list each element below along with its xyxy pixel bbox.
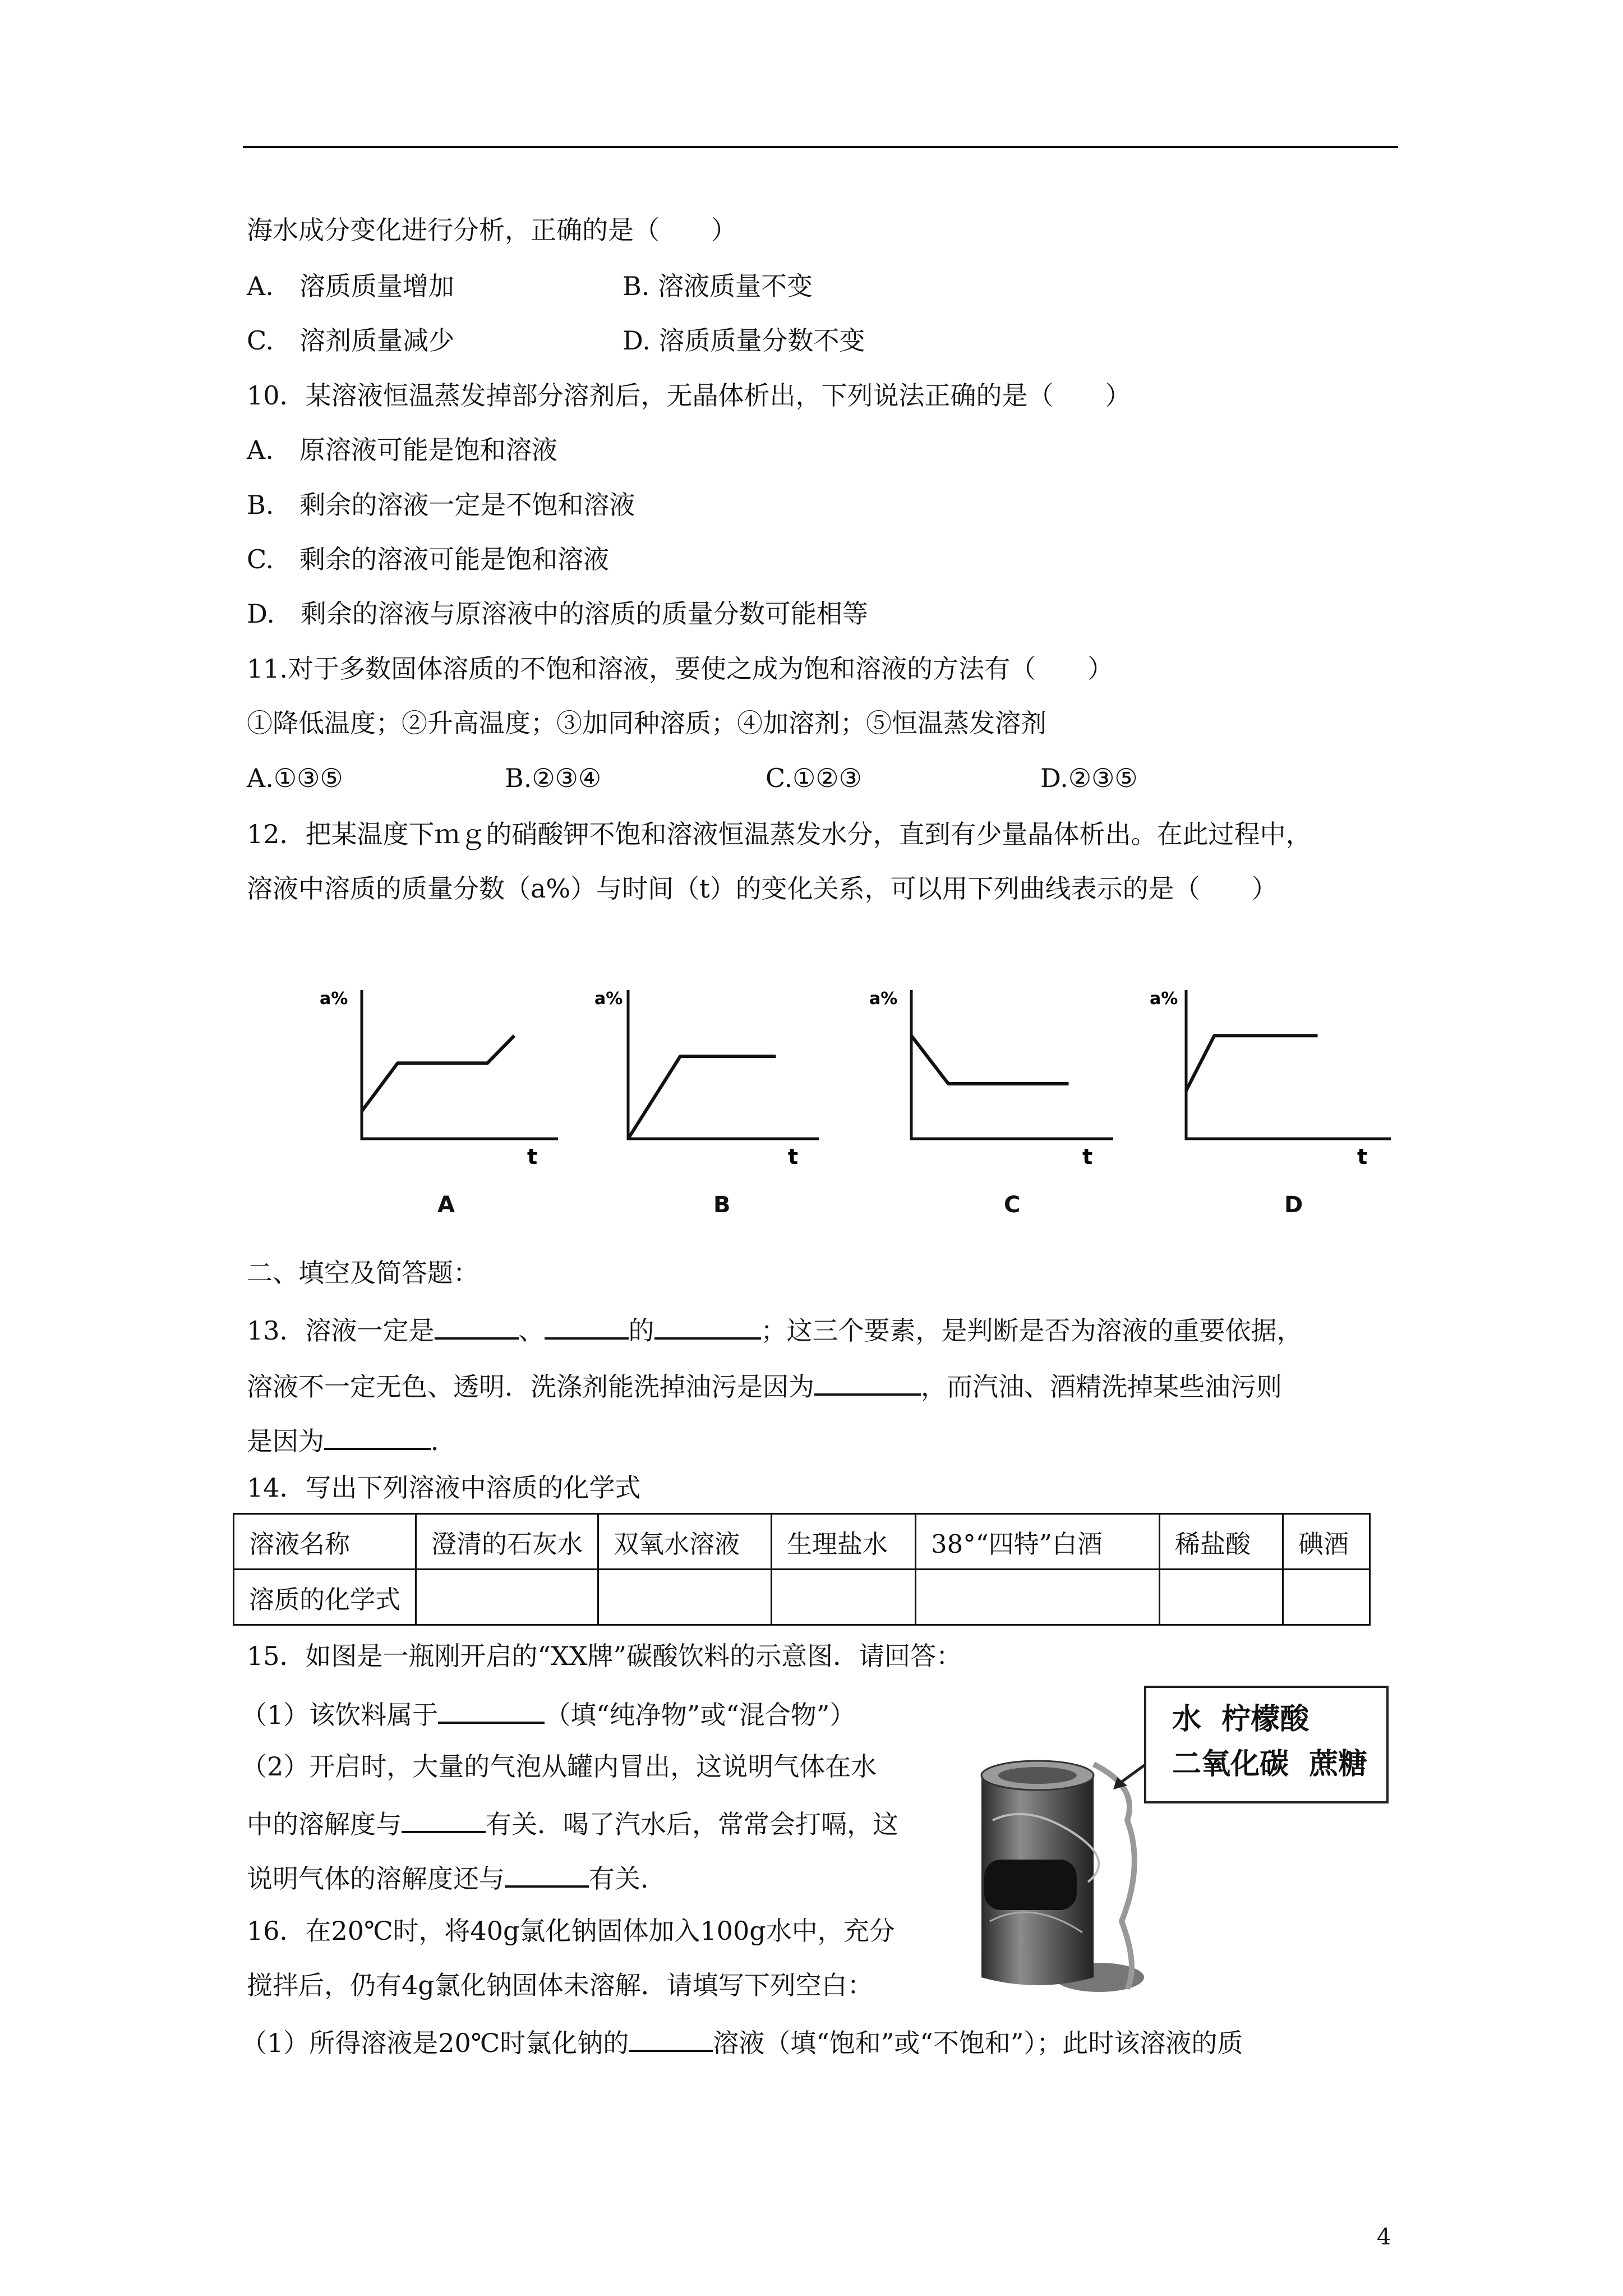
- chart-c-label: C: [1004, 1192, 1021, 1218]
- chart-b-svg: [580, 970, 844, 1169]
- q14-stem: 14．写出下列溶液中溶质的化学式: [247, 1473, 641, 1503]
- q11-option-a: A.①③⑤: [247, 763, 343, 793]
- table-cell: 碘酒: [1283, 1514, 1370, 1570]
- q16-blank-1[interactable]: [629, 2025, 713, 2052]
- chart-a-label: A: [437, 1192, 455, 1218]
- q13-blank-2[interactable]: [545, 1313, 629, 1340]
- answer-cell[interactable]: [916, 1570, 1160, 1625]
- chart-b: [580, 970, 844, 1169]
- table-cell: 生理盐水: [772, 1514, 916, 1570]
- q16-text-2: 溶液（填“饱和”或“不饱和”）；此时该溶液的质: [713, 2028, 1243, 2058]
- ingredient-label-line1: 水 柠檬酸: [1172, 1703, 1310, 1736]
- q13-blank-1[interactable]: [435, 1313, 519, 1340]
- ingredient-label-line2: 二氧化碳 蔗糖: [1172, 1747, 1368, 1781]
- q13-text-1: 13．溶液一定是: [247, 1315, 435, 1346]
- q15-s1-text: （1）该饮料属于: [241, 1700, 439, 1730]
- q16-line3: [241, 2025, 1243, 2059]
- q13-text-2: 、: [518, 1315, 545, 1346]
- q11-option-c: C.①②③: [766, 763, 862, 793]
- q9-option-a: A. 溶质质量增加: [247, 271, 454, 301]
- section-2-heading: 二、填空及简答题：: [247, 1258, 479, 1288]
- q12-line1: 12．把某温度下ｍｇ的硝酸钾不饱和溶液恒温蒸发水分，直到有少量晶体析出。在此过程中，: [247, 819, 1312, 849]
- chart-a-curve: [362, 1036, 514, 1111]
- q15-s2-line1: （2）开启时，大量的气泡从罐内冒出，这说明气体在水: [241, 1751, 877, 1782]
- q9-option-d: D. 溶质质量分数不变: [623, 325, 865, 356]
- q15-s2-text-1: 中的溶解度与: [247, 1809, 402, 1839]
- q11-option-d: D.②③⑤: [1040, 763, 1138, 793]
- chart-b-xlabel: t: [788, 1144, 799, 1169]
- q13-text-8: ．: [431, 1426, 457, 1456]
- q15-s2-text-3: 说明气体的溶解度还与: [247, 1864, 505, 1894]
- chart-b-axes: [628, 990, 819, 1139]
- q13-line3: [247, 1423, 457, 1457]
- chart-c: [855, 970, 1130, 1169]
- q15-blank-3[interactable]: [505, 1861, 589, 1888]
- answer-cell[interactable]: [1283, 1570, 1370, 1625]
- q15-s2-text-2: 有关．喝了汽水后，常常会打嗝，这: [486, 1809, 898, 1839]
- q13-blank-4[interactable]: [814, 1369, 921, 1396]
- q12-line2: 溶液中溶质的质量分数（a%）与时间（t）的变化关系，可以用下列曲线表示的是（ ）: [247, 873, 1278, 904]
- q13-text-4: ；这三个要素，是判断是否为溶液的重要依据，: [760, 1315, 1303, 1346]
- q10-option-d: D. 剩余的溶液与原溶液中的溶质的质量分数可能相等: [247, 599, 868, 629]
- answer-cell[interactable]: [598, 1570, 772, 1625]
- q16-line2: 搅拌后，仍有4g氯化钠固体未溶解．请填写下列空白：: [247, 1970, 873, 2000]
- ingredient-label-box: [1144, 1686, 1389, 1803]
- table-row: [234, 1570, 1370, 1625]
- q13-line1: [247, 1313, 1303, 1346]
- q10-stem: 10．某溶液恒温蒸发掉部分溶剂后，无晶体析出，下列说法正确的是（ ）: [247, 380, 1131, 411]
- chart-a-ylabel: a%: [320, 989, 348, 1009]
- answer-cell[interactable]: [416, 1570, 598, 1625]
- table-cell: 澄清的石灰水: [416, 1514, 598, 1570]
- chart-c-axes: [911, 990, 1113, 1139]
- q13-line2: [247, 1369, 1282, 1402]
- chart-a: [306, 970, 569, 1169]
- q13-text-7: 是因为: [247, 1426, 324, 1456]
- table-cell: 溶液名称: [234, 1514, 416, 1570]
- chart-d-curve: [1186, 1036, 1318, 1091]
- q15-s1: [241, 1697, 855, 1731]
- q10-option-a: A. 原溶液可能是饱和溶液: [247, 435, 557, 465]
- header-rule: [243, 146, 1398, 148]
- solute-table: [233, 1513, 1371, 1626]
- chart-b-label: B: [713, 1192, 731, 1218]
- q15-blank-2[interactable]: [402, 1806, 486, 1833]
- chart-b-ylabel: a%: [594, 989, 623, 1009]
- chart-a-xlabel: t: [527, 1144, 538, 1169]
- q15-blank-1[interactable]: [438, 1697, 545, 1724]
- q10-option-c: C. 剩余的溶液可能是饱和溶液: [247, 544, 610, 574]
- q15-stem: 15．如图是一瓶刚开启的“XX牌”碳酸饮料的示意图．请回答：: [247, 1641, 962, 1671]
- table-row-label: 溶质的化学式: [234, 1570, 416, 1625]
- chart-d-xlabel: t: [1357, 1144, 1368, 1169]
- q15-s2-text-4: 有关．: [589, 1864, 666, 1894]
- chart-c-curve: [911, 1036, 1069, 1084]
- q13-text-3: 的: [628, 1315, 654, 1346]
- q15-s1-hint: （填“纯净物”或“混合物”）: [545, 1700, 856, 1730]
- chart-b-curve: [628, 1056, 776, 1139]
- q9-option-c: C. 溶剂质量减少: [247, 325, 455, 356]
- chart-d-axes: [1186, 990, 1391, 1139]
- q11-option-b: B.②③④: [505, 763, 602, 793]
- page-number: 4: [1377, 2224, 1391, 2250]
- q10-option-b: B. 剩余的溶液一定是不饱和溶液: [247, 490, 635, 520]
- chart-d-ylabel: a%: [1150, 989, 1178, 1009]
- table-cell: 双氧水溶液: [598, 1514, 772, 1570]
- chart-d-label: D: [1284, 1192, 1303, 1218]
- table-cell: 稀盐酸: [1160, 1514, 1283, 1570]
- q13-blank-5[interactable]: [324, 1423, 431, 1450]
- q13-text-5: 溶液不一定无色、透明．洗涤剂能洗掉油污是因为: [247, 1372, 814, 1402]
- soda-can-figure: [942, 1686, 1391, 2000]
- chart-d-svg: [1136, 970, 1405, 1169]
- answer-cell[interactable]: [1160, 1570, 1283, 1625]
- q13-blank-3[interactable]: [654, 1313, 761, 1340]
- table-cell: 38°“四特”白酒: [916, 1514, 1160, 1570]
- chart-d: [1136, 970, 1405, 1169]
- chart-c-ylabel: a%: [869, 989, 898, 1009]
- q13-text-6: ，而汽油、酒精洗掉某些油污则: [921, 1372, 1282, 1402]
- chart-c-svg: [855, 970, 1130, 1169]
- chart-a-svg: [306, 970, 569, 1169]
- answer-cell[interactable]: [772, 1570, 916, 1625]
- q9-option-b: B. 溶液质量不变: [623, 271, 813, 301]
- q9-stem: 海水成分变化进行分析，正确的是（ ）: [247, 215, 737, 245]
- q15-s2-line2: [247, 1806, 898, 1840]
- q11-stem: 11.对于多数固体溶质的不饱和溶液，要使之成为饱和溶液的方法有（ ）: [247, 654, 1114, 684]
- q11-methods: ①降低温度；②升高温度；③加同种溶质；④加溶剂；⑤恒温蒸发溶剂: [247, 708, 1046, 738]
- table-header-row: [234, 1514, 1370, 1570]
- q16-text-1: （1）所得溶液是20℃时氯化钠的: [241, 2028, 629, 2058]
- chart-c-xlabel: t: [1082, 1144, 1093, 1169]
- q15-s2-line3: [247, 1861, 666, 1894]
- q16-line1: 16．在20℃时，将40g氯化钠固体加入100g水中，充分: [247, 1916, 895, 1946]
